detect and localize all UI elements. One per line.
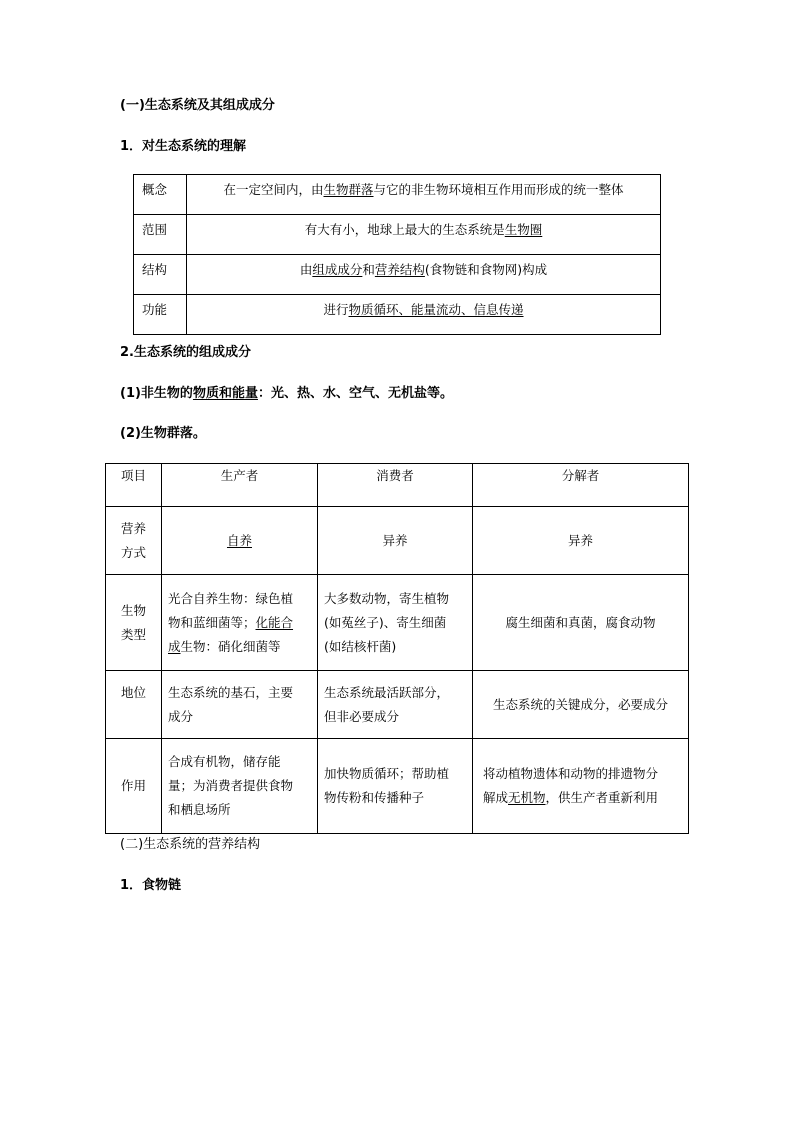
cell-text: ，供生产者重新利用: [545, 790, 659, 805]
cell-text: (食物链和食物网)构成: [424, 262, 548, 277]
header-cell: 分解者: [473, 464, 689, 507]
table-row: [134, 295, 661, 335]
cell-text: 与它的非生物环境相互作用而形成的统一整体: [373, 182, 624, 197]
underlined-term: 生物群落: [323, 182, 374, 197]
cell-text: 但非必要成分: [324, 708, 400, 724]
underlined-term: 营养结构: [374, 262, 425, 277]
cell-text: 由: [299, 262, 313, 277]
cell-text: 加快物质循环；帮助植: [324, 766, 450, 781]
table-cell: [162, 575, 318, 671]
cell-text: 生态系统的基石，主要: [168, 684, 294, 700]
table-cell: 概念: [134, 175, 187, 215]
table-cell: [318, 739, 473, 834]
underlined-term: 成: [168, 638, 181, 654]
cell-text: 物传粉和传播种子: [324, 790, 425, 805]
table-header-row: [106, 464, 689, 507]
cell-text: 生物: [120, 602, 146, 618]
underlined-term: 物质循环、能量流动、信息传递: [348, 302, 524, 317]
table-row: [106, 507, 689, 575]
subsection-heading: 2.生态系统的组成成分: [120, 345, 251, 360]
section-heading: (二)生态系统的营养结构: [120, 837, 261, 852]
table-cell: 结构: [134, 255, 187, 295]
underlined-term: 化能合: [255, 614, 294, 630]
cell-text: 生物：硝化细菌等: [180, 638, 281, 654]
table-cell: 功能: [134, 295, 187, 335]
table-cell: 腐生细菌和真菌，腐食动物: [473, 575, 689, 671]
table-cell: 生态系统的关键成分，必要成分: [473, 671, 689, 739]
table-row: [106, 671, 689, 739]
cell-text: 合成有机物，储存能: [168, 754, 281, 769]
table-cell: [187, 215, 661, 255]
section-heading: (一)生态系统及其组成成分: [120, 98, 275, 113]
cell-text: 和: [362, 262, 375, 277]
underlined-term: 组成成分: [312, 262, 363, 277]
table-cell: [187, 295, 661, 335]
cell-text: (如菟丝子)、寄生细菌: [324, 614, 447, 630]
header-cell: 消费者: [318, 464, 473, 507]
table-cell: [162, 507, 318, 575]
subsection-heading: 1．食物链: [120, 878, 182, 893]
subsection-heading: 1．对生态系统的理解: [120, 139, 247, 154]
cell-text: 有大有小，地球上最大的生态系统是: [304, 222, 505, 237]
table-cell: [162, 739, 318, 834]
underlined-term: 自养: [226, 532, 252, 548]
table-cell: [187, 255, 661, 295]
table-cell: 异养: [318, 507, 473, 575]
header-cell: 生产者: [162, 464, 318, 507]
underlined-term: 无机物: [508, 790, 546, 805]
table-cell: [162, 671, 318, 739]
cell-text: 类型: [120, 626, 146, 642]
paragraph: (2)生物群落。: [120, 426, 206, 441]
row-label: 作用: [106, 739, 162, 834]
cell-text: 将动植物遗体和动物的排遗物分: [483, 766, 659, 781]
ecosystem-understanding-table: [133, 174, 661, 335]
cell-text: 光合自养生物：绿色植: [168, 590, 294, 606]
cell-text: 成分: [168, 708, 194, 724]
table-row: [134, 175, 661, 215]
cell-text: 量；为消费者提供食物: [168, 778, 294, 793]
table-row: [134, 215, 661, 255]
table-cell: 异养: [473, 507, 689, 575]
row-label: [106, 507, 162, 575]
paragraph: [120, 386, 453, 402]
cell-text: 物和蓝细菌等；: [168, 614, 256, 630]
cell-text: 和栖息场所: [168, 802, 231, 817]
cell-text: 生态系统最活跃部分，: [324, 684, 450, 700]
table-cell: [318, 671, 473, 739]
table-row: [106, 739, 689, 834]
cell-text: 方式: [120, 544, 146, 560]
table-cell: [473, 739, 689, 834]
cell-text: 进行: [323, 302, 349, 317]
cell-text: 大多数动物，寄生植物: [324, 590, 450, 606]
cell-text: 在一定空间内，由: [223, 182, 324, 197]
header-cell: 项目: [106, 464, 162, 507]
cell-text: 营养: [120, 520, 146, 536]
table-cell: [187, 175, 661, 215]
table-cell: [318, 575, 473, 671]
biological-community-table: [105, 463, 689, 834]
underlined-term: 物质和能量: [192, 386, 258, 401]
underlined-term: 生物圈: [504, 222, 543, 237]
row-label: 地位: [106, 671, 162, 739]
text: (1)非生物的: [120, 386, 193, 401]
text: ：光、热、水、空气、无机盐等。: [257, 386, 453, 401]
table-row: [134, 255, 661, 295]
cell-text: (如结核杆菌): [324, 638, 397, 654]
table-row: [106, 575, 689, 671]
cell-text: 解成: [483, 790, 509, 805]
table-cell: 范围: [134, 215, 187, 255]
row-label: [106, 575, 162, 671]
